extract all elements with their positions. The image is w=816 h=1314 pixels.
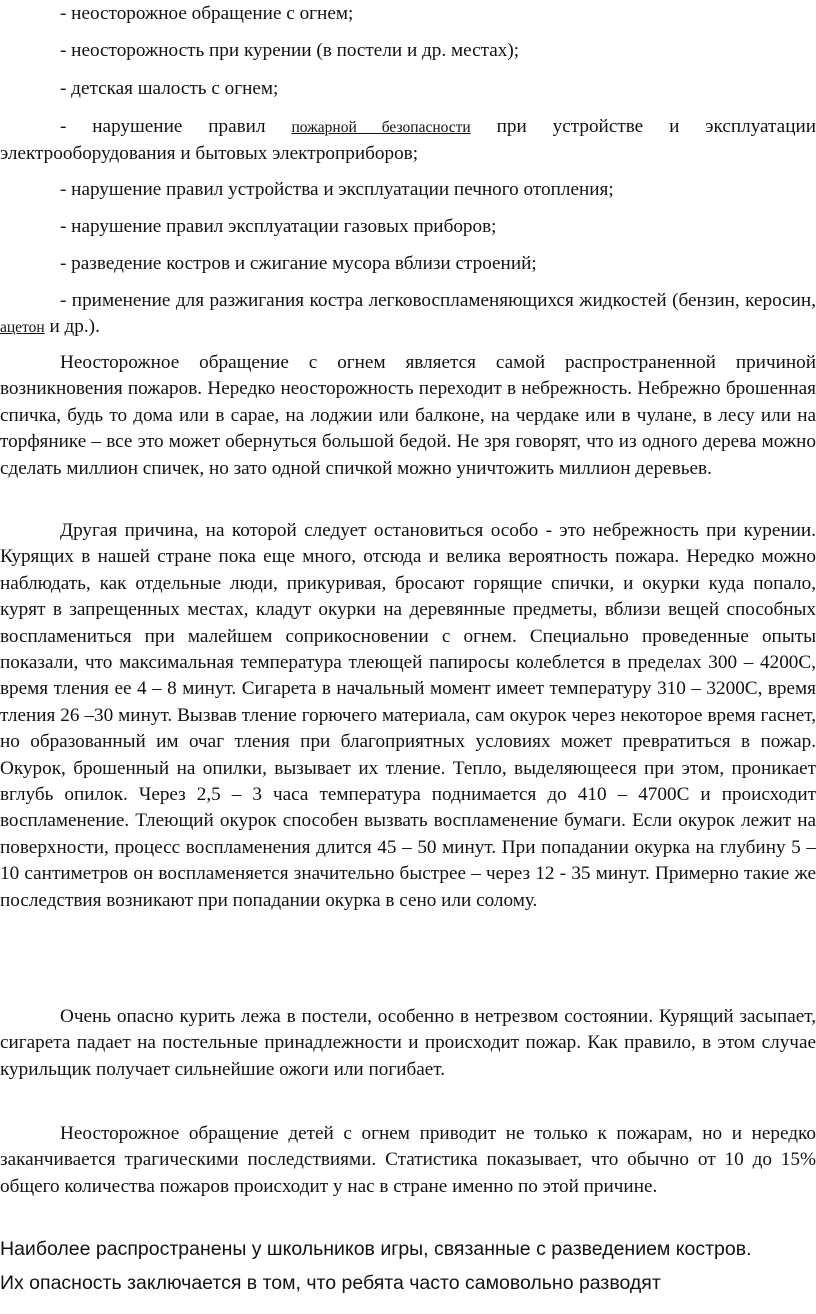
paragraph: Неосторожное обращение детей с огнем приводит не только к пожарам, но и нередко заканчивается трагическими последствиями. Статистика показывает, что обычно от 10 до 15% общего количества пожаров происходит у нас в стране именно по этой причине. [0, 1123, 816, 1197]
bullet-item: - неосторожное обращение с огнем; [60, 3, 354, 24]
bullet-item: - нарушение правил устройства и эксплуатации печного отопления; [60, 179, 614, 200]
paragraph: Очень опасно курить лежа в постели, особенно в нетрезвом состоянии. Курящий засыпает, сигарета падает на постельные принадлежности и происходит пожар. Как правило, в этом случае курильщик получает сильнейшие ожоги или погибает. [0, 1006, 816, 1080]
bullet-item: - применение для разжигания костра легковоспламеняющихся жидкостей (бензин, керосин, ацетон и др.). [0, 290, 816, 338]
bullet-item: - неосторожность при курении (в постели и др. местах); [60, 40, 520, 61]
paragraph: Другая причина, на которой следует остановиться особо - это небрежность при курении. Курящих в нашей стране пока еще много, отсюда и велика вероятность пожара. Нередко можно наблюдать, как отдельные люди, прикуривая, бросают горящие спички, и окурки куда попало, курят в запрещенных местах, кладут окурки на деревянные предметы, вблизи вещей способных воспламениться при малейшем соприкосновении с огнем. Специально проведенные опыты показали, что максимальная температура тлеющей папиросы колеблется в пределах 300 – 4200С, время тления ее 4 – 8 минут. Сигарета в начальный момент имеет температуру 310 – 3200С, время тления 26 –30 минут. Вызвав тление горючего материала, сам окурок через некоторое время гаснет, но образованный им очаг тления при благоприятных условиях может превратиться в пожар. Окурок, брошенный на опилки, вызывает их тление. Тепло, выделяющееся при этом, проникает вглубь опилок. Через 2,5 – 3 часа температура поднимается до 410 – 4700С и происходит воспламенение. Тлеющий окурок способен вызвать воспламенение бумаги. Если окурок лежит на поверхности, процесс воспламенения длится 45 – 50 минут. При попадании окурка на глубину 5 – 10 сантиметров он воспламеняется значительно быстрее – через 12 - 35 минут. Примерно такие же последствия возникают при попадании окурка в сено или солому. [0, 520, 816, 911]
fire-safety-link[interactable]: пожарной безопасности [291, 119, 471, 136]
bullet-item: - нарушение правил пожарной безопасности при устройстве и эксплуатации электрооборудования и бытовых электроприборов; [0, 116, 816, 165]
acetone-link[interactable]: ацетон [0, 319, 45, 337]
bullet-item: - нарушение правил эксплуатации газовых приборов; [60, 216, 497, 237]
closing-line: Наиболее распространены у школьников игры, связанные с разведением костров. [0, 1238, 752, 1260]
paragraph: Неосторожное обращение с огнем является самой распространенной причиной возникновения пожаров. Нередко неосторожность переходит в небрежность. Небрежно брошенная спичка, будь то дома или в сарае, на лоджии или балконе, на чердаке или в чулане, в лесу или на торфянике – все это может обернуться большой бедой. Не зря говорят, что из одного дерева можно сделать миллион спичек, но зато одной спичкой можно уничтожить миллион деревьев. [0, 352, 816, 479]
bullet-item: - детская шалость с огнем; [60, 78, 279, 99]
bullet-item: - разведение костров и сжигание мусора вблизи строений; [60, 253, 537, 274]
closing-line: Их опасность заключается в том, что ребята часто самовольно разводят [0, 1272, 661, 1294]
